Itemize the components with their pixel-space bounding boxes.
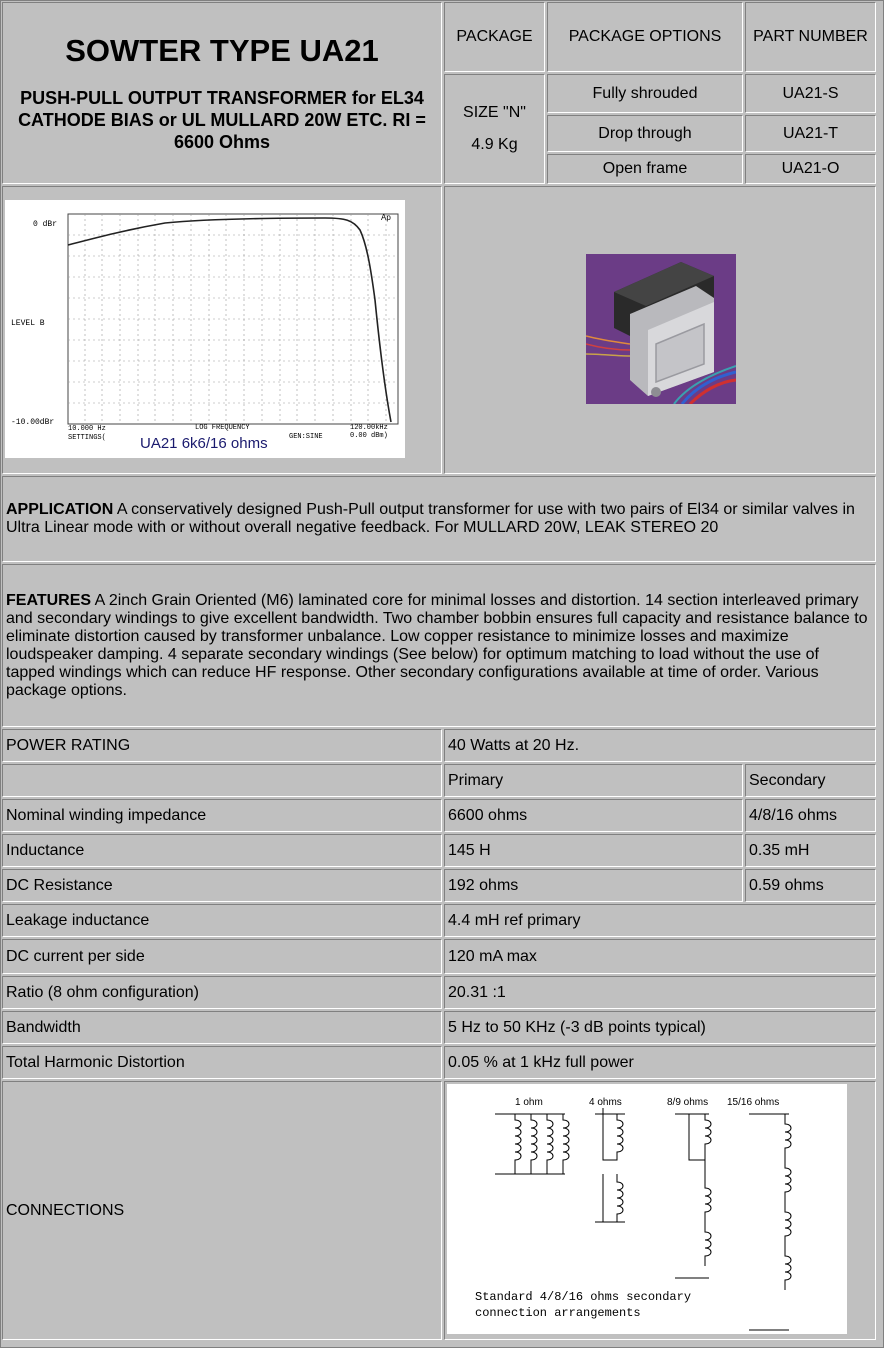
spec-secondary-value: 0.35 mH bbox=[745, 834, 876, 867]
connections-note-line1: Standard 4/8/16 ohms secondary bbox=[475, 1290, 692, 1304]
part-number: UA21-O bbox=[745, 154, 876, 184]
frequency-response-svg bbox=[5, 200, 405, 458]
spec-label: Bandwidth bbox=[2, 1011, 442, 1044]
power-rating-label: POWER RATING bbox=[2, 729, 442, 762]
label-15-16-ohms: 15/16 ohms bbox=[727, 1097, 780, 1108]
label-8-9-ohms: 8/9 ohms bbox=[667, 1097, 709, 1108]
transformer-illustration bbox=[586, 254, 736, 404]
primary-header: Primary bbox=[444, 764, 743, 797]
power-rating-value: 40 Watts at 20 Hz. bbox=[444, 729, 876, 762]
features-heading: FEATURES bbox=[6, 591, 92, 609]
spec-label: Leakage inductance bbox=[2, 904, 442, 937]
spec-value: 20.31 :1 bbox=[444, 976, 876, 1009]
option-row: Open frame bbox=[547, 154, 743, 184]
features-text: A 2inch Grain Oriented (M6) laminated core for minimal losses and distortion. 14 section interleaved primary and secondary windings to give excellent bandwidth. Two chamber bobbin ensures full capacity and resistance balance to eliminate distortion caused by transformer unbalance. Low copper resistance to minimize losses and maximize loudspeaker damping. 4 separate secondary windings (See below) for optimum matching to load without the use of tapped windings which can reduce HF response. Other secondary configurations available at time of order. Various package options. bbox=[6, 591, 868, 699]
spec-primary-value: 192 ohms bbox=[444, 869, 743, 902]
option-row: Drop through bbox=[547, 115, 743, 152]
graph-mid-label: LEVEL B bbox=[11, 319, 45, 328]
application-heading: APPLICATION bbox=[6, 501, 114, 518]
graph-x-start: 10.000 Hz bbox=[68, 425, 106, 433]
connections-svg bbox=[447, 1084, 847, 1334]
package-size: SIZE "N" bbox=[463, 104, 526, 121]
graph-settings: SETTINGS( bbox=[68, 434, 106, 442]
transformer-photo bbox=[586, 254, 736, 404]
package-weight: 4.9 Kg bbox=[471, 136, 518, 153]
connections-note-line2: connection arrangements bbox=[475, 1306, 641, 1320]
graph-ap-logo: Ap bbox=[381, 213, 391, 222]
spec-label: Nominal winding impedance bbox=[2, 799, 442, 832]
connections-diagram bbox=[447, 1084, 847, 1334]
graph-caption: UA21 6k6/16 ohms bbox=[140, 435, 268, 452]
spec-value: 120 mA max bbox=[444, 939, 876, 974]
frequency-response-graph bbox=[5, 200, 405, 458]
option-row: Fully shrouded bbox=[547, 74, 743, 113]
page-subtitle: PUSH-PULL OUTPUT TRANSFORMER for EL34 CATHODE BIAS or UL MULLARD 20W ETC. RI = 6600 Ohms bbox=[18, 88, 426, 152]
package-header: PACKAGE bbox=[444, 2, 545, 72]
part-number: UA21-T bbox=[745, 115, 876, 152]
spec-label: DC current per side bbox=[2, 939, 442, 974]
spec-secondary-value: 0.59 ohms bbox=[745, 869, 876, 902]
package-options-header: PACKAGE OPTIONS bbox=[547, 2, 743, 72]
label-1-ohm: 1 ohm bbox=[515, 1097, 543, 1108]
graph-x-title: LOG FREQUENCY bbox=[195, 424, 250, 432]
blank-label-cell bbox=[2, 764, 442, 797]
label-4-ohms: 4 ohms bbox=[589, 1097, 622, 1108]
application-cell bbox=[2, 476, 876, 562]
spec-value: 4.4 mH ref primary bbox=[444, 904, 876, 937]
graph-gen: GEN:SINE bbox=[289, 433, 323, 441]
title-cell bbox=[2, 2, 442, 184]
package-size-cell bbox=[444, 74, 545, 184]
graph-dbm: 0.00 dBm) bbox=[350, 432, 388, 440]
spec-value: 5 Hz to 50 KHz (-3 dB points typical) bbox=[444, 1011, 876, 1044]
part-number-header: PART NUMBER bbox=[745, 2, 876, 72]
spec-label: DC Resistance bbox=[2, 869, 442, 902]
spec-label: Inductance bbox=[2, 834, 442, 867]
spec-label: Total Harmonic Distortion bbox=[2, 1046, 442, 1079]
features-paragraph bbox=[3, 592, 875, 700]
part-number: UA21-S bbox=[745, 74, 876, 113]
spec-primary-value: 145 H bbox=[444, 834, 743, 867]
spec-value: 0.05 % at 1 kHz full power bbox=[444, 1046, 876, 1079]
application-text: A conservatively designed Push-Pull output transformer for use with two pairs of El34 or similar valves in Ultra Linear mode with or without overall negative feedback. For MULLARD 20W, LEAK STEREO 20 bbox=[6, 501, 855, 536]
graph-x-end: 120.00kHz bbox=[350, 424, 388, 432]
spec-primary-value: 6600 ohms bbox=[444, 799, 743, 832]
application-paragraph bbox=[3, 501, 875, 537]
features-cell bbox=[2, 564, 876, 727]
spec-label: Ratio (8 ohm configuration) bbox=[2, 976, 442, 1009]
spec-secondary-value: 4/8/16 ohms bbox=[745, 799, 876, 832]
graph-bottom-label: -10.00dBr bbox=[11, 418, 55, 427]
secondary-header: Secondary bbox=[745, 764, 876, 797]
connections-label: CONNECTIONS bbox=[2, 1081, 442, 1340]
graph-top-label: 0 dBr bbox=[33, 220, 58, 229]
page-title: SOWTER TYPE UA21 bbox=[65, 33, 379, 68]
